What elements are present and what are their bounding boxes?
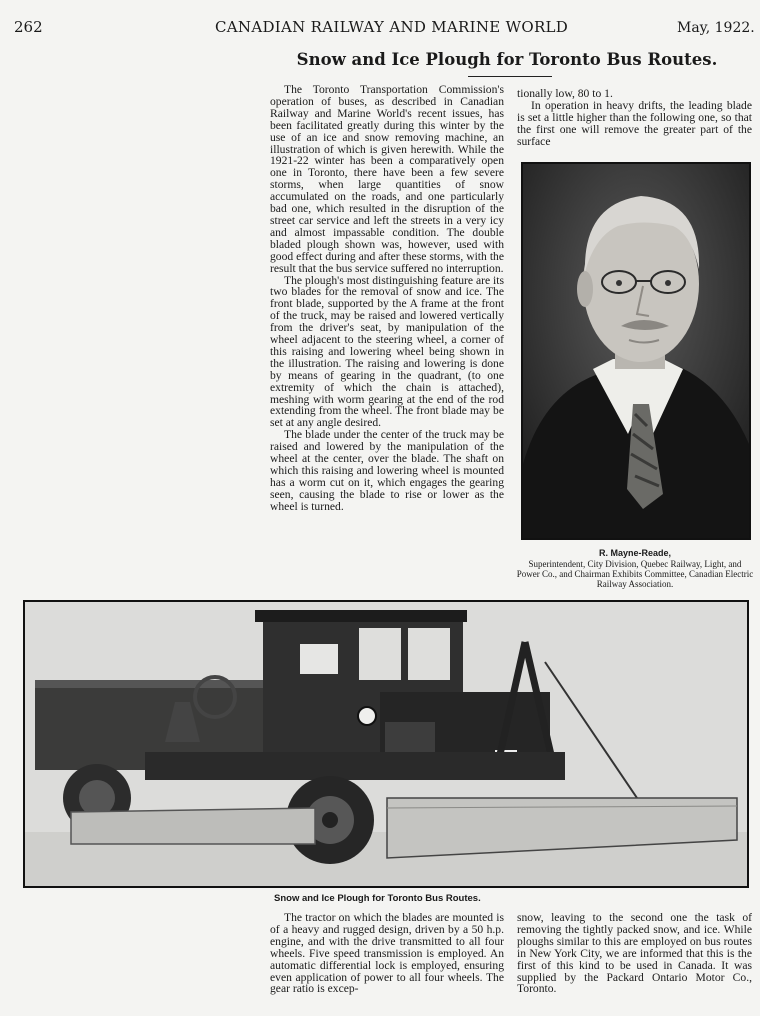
portrait-illustration xyxy=(523,164,749,538)
paragraph: The tractor on which the blades are mounted is of a heavy and rugged design, driven by a 50 h.p. engine, and with the drive transmitted to all four wheels. Five speed transmission is employed. An automatic differential lock is employed, ensuring even application of power to all four wheels. The gear ratio is excep- xyxy=(270,912,504,996)
truck-photo-caption: Snow and Ice Plough for Toronto Bus Routes. xyxy=(274,893,481,904)
portrait-caption-name: R. Mayne-Reade, xyxy=(598,548,672,558)
portrait-caption-description: Superintendent, City Division, Quebec Railway, Light, and Power Co., and Chairman Exhibits Committee, Canadian Electric Railway Association. xyxy=(516,559,754,589)
paragraph: The plough's most distinguishing feature are its two blades for the removal of snow and ice. The front blade, supported by the A frame at the front of the truck, may be raised and lowered vertically from the driver's seat, by manipulation of the wheel adjacent to the steering wheel, a corner of this raising and lowering wheel being shown in the illustration. The raising and lowering is done by means of gearing in the quadrant, (to one extremity of which the chain is attached), meshing with worm gearing at the end of the rod extending from the wheel. The front blade may be set at any angle desired. xyxy=(270,273,504,430)
truck-photo xyxy=(23,600,749,888)
bottom-left-column xyxy=(270,912,504,1012)
left-column xyxy=(270,84,504,594)
page-number: 262 xyxy=(14,18,43,36)
bottom-right-column xyxy=(517,912,752,1012)
title-rule xyxy=(468,76,552,77)
portrait-photo xyxy=(521,162,751,540)
paragraph: The Toronto Transportation Commission's operation of buses, as described in Canadian Railway and Marine World's recent issues, has been facilitated greatly during this winter by the use of an ice and snow removing machine, an illustration of which is given herewith. While the 1921-22 winter has been a comparatively open one in Toronto, there have been a few severe storms, when large quantities of snow accumulated on the roads, and one particularly bad one, which resulted in the disruption of the street car service and left the streets in a very icy and almost impassable condition. The double bladed plough shown was, however, used with good effect during and after these storms, with the result that the bus service suffered no interruption. xyxy=(270,84,504,275)
paragraph: In operation in heavy drifts, the leading blade is set a little higher than the following one, so that the first one will remove the greater part of the surface xyxy=(517,98,752,148)
snow-plough-illustration xyxy=(25,602,747,886)
issue-date: May, 1922. xyxy=(677,20,755,36)
right-column-top xyxy=(517,88,752,148)
article-title: Snow and Ice Plough for Toronto Bus Routes. xyxy=(296,50,718,69)
paragraph: The blade under the center of the truck may be raised and lowered by the manipulation of the wheel at the center, over the blade. The shaft on which this raising and lowering wheel is mounted has a worm cut on it, which engages the gearing seen, causing the blade to rise or lower as the wheel is turned. xyxy=(270,428,504,513)
running-title: CANADIAN RAILWAY AND MARINE WORLD xyxy=(215,18,569,36)
paragraph: tionally low, 80 to 1. xyxy=(517,88,613,100)
paragraph: snow, leaving to the second one the task of removing the tightly packed snow, and ice. While ploughs similar to this are employed on bus routes in New York City, we are informed that this is the first of this kind to be used in Canada. It was supplied by the Packard Ontario Motor Co., Toronto. xyxy=(517,912,752,996)
